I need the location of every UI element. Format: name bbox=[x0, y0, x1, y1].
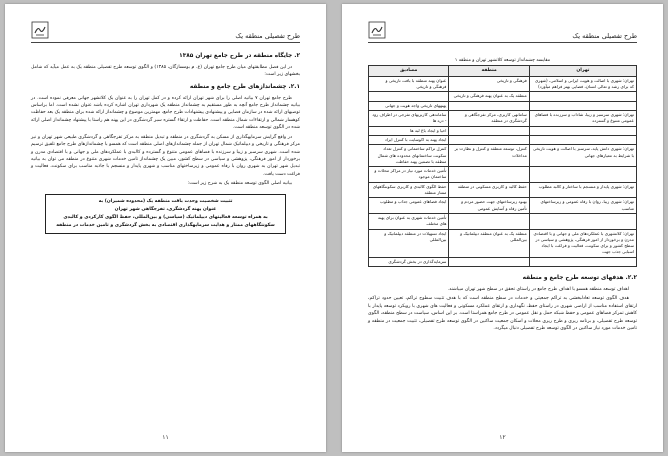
header-title: طرح تفصیلی منطقه یک bbox=[572, 32, 637, 40]
table-cell: حفظ کالبد و کاربری مسکونی در منطقه bbox=[449, 182, 529, 198]
table-cell: ساماندهی کاربریهای تفرجی در اطراف رود - دره ها bbox=[369, 111, 449, 127]
table-cell bbox=[529, 213, 636, 229]
table-row bbox=[369, 76, 637, 92]
table-cell: سامانهی کاربری، مرکز تفرجگاهی و گردشگری در منطقه bbox=[449, 111, 529, 127]
comparison-table bbox=[368, 65, 637, 267]
page-number: ۱۲ bbox=[499, 434, 506, 441]
table-row bbox=[369, 126, 637, 135]
table-cell: پهنههای تاریخی واجد هویت و جهانی bbox=[369, 101, 449, 110]
table-cell: تهران: شهری دانش پایه، سرسبز با اصالت و هویت تاریخی با شرایط به معیارهای جهانی bbox=[529, 145, 636, 167]
table-cell bbox=[529, 135, 636, 144]
table-cell bbox=[529, 126, 636, 135]
table-header-row bbox=[369, 66, 637, 77]
table-cell: تأمین خدمات شهری به عنوان برای پهنه های مختلف bbox=[369, 213, 449, 229]
table-cell: کنترل، توسعه منطقه و کنترل و نظارت بر مداخلات bbox=[449, 145, 529, 167]
table-cell bbox=[449, 213, 529, 229]
table-cell: احیا و ایجاد باغ لبه ها bbox=[369, 126, 449, 135]
table-row bbox=[369, 135, 637, 144]
table-cell bbox=[529, 92, 636, 101]
page-number: ۱۱ bbox=[162, 434, 169, 441]
table-row bbox=[369, 198, 637, 214]
document-page-right bbox=[342, 4, 663, 452]
table-cell: تهران: شهری سرسبز و زیبا، شاداب و سرزنده با فضاهای عمومی متنوع و گسترده bbox=[529, 111, 636, 127]
statement-line: عنوان پهنه گردشگری، تفرجگاهی شهر تهران bbox=[114, 206, 217, 212]
table-cell: بهبود زیرساختهای جهت حضور مردم و تأمین رفاه و آسایش عمومی bbox=[449, 198, 529, 214]
table-cell bbox=[529, 257, 636, 266]
table-cell: منطقه یک به عنوان منطقه دیپلماتیک و بین‌المللی bbox=[449, 229, 529, 257]
table-cell bbox=[449, 135, 529, 144]
paragraph: اهداف توسعه منطقه همسو با اهداف طرح جامع در راستای تحقق در سطح شهر تهران میباشند. bbox=[447, 286, 629, 292]
table-cell: تهران: شهری زیبا، روان با رفاه عمومی و زیرساختهای مناسب bbox=[529, 198, 636, 214]
table-row bbox=[369, 213, 637, 229]
table-row bbox=[369, 145, 637, 167]
page-content bbox=[368, 58, 637, 334]
table-cell: ایجاد تسهیلات در منطقه دیپلماتیک و بین‌المللی bbox=[369, 229, 449, 257]
table-row bbox=[369, 167, 637, 183]
table-cell bbox=[449, 101, 529, 110]
table-cell: تأمین خدمات مورد نیاز در مراکز محلات و ساختمان موجود bbox=[369, 167, 449, 183]
table-row bbox=[369, 111, 637, 127]
paragraph: هدف الگوی توسعه تعادلبخشی به تراکم جمعیتی و خدمات در سطح منطقه است که با هدف تثبیت سطوح تراکم، تعیین حدود تراکم، ارتقای استفاده مناسب از اراضی شهری در راستای حفظ، نگهداری و ارتقای عملکرد مسکونی و فعالیت های شهری با رویکرد توسعه پایدار با کاهش تمرکز فضاهای عمومی و حفظ شبکه حمل و نقل عمومی در طرح جامع همراستا است. بر این اساس، سیاست در سطح منطقه، الگوی توسعه طرح تفصیلی، و برنامه ریزی و طرح ریزی محلات و اسکان جمعیت ساکنین در الگوی توسعه طرح تفصیلی، تثبیت جمعیت در منطقه و تامین خدمات مورد نیاز ساکنین در الگوی توسعه طرح تفصیلی دنبال میگردد. bbox=[368, 296, 637, 332]
table-row bbox=[369, 229, 637, 257]
table-row bbox=[369, 92, 637, 101]
table-cell: ایجاد پهنه به اکوسایت با کنترل ایراد bbox=[369, 135, 449, 144]
table-cell bbox=[449, 167, 529, 183]
header-title: طرح تفصیلی منطقه یک bbox=[235, 32, 300, 40]
table-cell: فرهنگی و تاریخی bbox=[449, 76, 529, 92]
document-page-left bbox=[5, 4, 326, 452]
table-body bbox=[369, 76, 637, 266]
table-cell: منطقه یک به عنوان پهنه فرهنگی و تاریخی bbox=[449, 92, 529, 101]
statement-line: سکونتگاههای ممتاز و هدایت سرمایهگذاری اقتصادی به بخش گردشگری و تامین خدمات در منطقه bbox=[56, 222, 275, 228]
section-intro: در این فصل مطابقتهای میان طرح جامع تهران (ع. م بومسازگان، ۱۳۸۵) و الگوی توسعه طرح تفصیلی منطقه یک به عمل میآید که شامل بخشهای زیر است: bbox=[31, 64, 300, 78]
page-content bbox=[31, 48, 300, 234]
table-cell bbox=[529, 167, 636, 183]
section-heading: ۲.۲. هدفهای توسعه طرح جامع و منطقه bbox=[522, 275, 637, 282]
table-cell: حفظ الگوی کالبدی و کاربری سکونتگاههای ممتاز منطقه bbox=[369, 182, 449, 198]
table-cell: سرمایه‌گذاری در بخش گردشگری bbox=[369, 257, 449, 266]
table-row bbox=[369, 101, 637, 110]
table-cell: کنترل تراکم ساختمانی و کنترل تعداد سکونت ساختمانهای محدوده های شمال منطقه با تضمین پهنه حفاظت bbox=[369, 145, 449, 167]
table-title: مقایسه چشمانداز توسعه کلانشهر تهران و منطقه ۱ bbox=[454, 58, 551, 63]
organization-logo-icon bbox=[31, 21, 49, 39]
section-heading: ۲. جایگاه منطقه در طرح جامع تهران ۱۳۸۵ bbox=[179, 53, 300, 59]
table-cell: تهران: کلانشهری با عملکردهای ملی و جهانی و با اقتصادی مدرن و برخوردار از امور فرهنگی، پژوهشی و سیاسی در سطح کشور و برای سکونت، فعالیت و فراغت با ایجاد اسبابی جذب جهت bbox=[529, 229, 636, 257]
statement-line: به همراه توسعه فعالیتهای دیپلماتیک (سیاسی) و بین‌المللی، حفظ الگوی کارکردی و کالبدی bbox=[63, 214, 268, 220]
table-cell bbox=[369, 92, 449, 101]
table-cell: تهران: شهری با اصالت و هویت ایرانی و اسلامی، (شهری که برای رشد و تعالی انسان، فضایی بهتر فراهم میآورد) bbox=[529, 76, 636, 92]
table-cell bbox=[529, 101, 636, 110]
column-header: تهران bbox=[529, 66, 636, 77]
page-header bbox=[31, 20, 300, 43]
organization-logo-icon bbox=[368, 21, 386, 39]
table-row bbox=[369, 257, 637, 266]
paragraph: در واقع گرایش سرمایهگذاری از مسکن به گردشگری در منطقه و تبدیل منطقه به مرکز تفرجگاهی و گردشگری طبیعی شهر تهران و نیز مرکز فرهنگی و تاریخی و دیپلماتیک شمال تهران از جمله چشماندازهای اصلی منطقه است که همسو با چشماندازهای طرح جامع تلفیق ترسیم شده است. شهری سرسبز و زیبا و سرزنده با فضاهای عمومی متنوع و گسترده و کالبدی با عملکردهای ملی و جهانی و با اقتصادی مدرن و برخوردار از امور فرهنگی، پژوهشی و سیاسی در سطح کشور، مبین یک چشمانداز تامین خدمات شهری متنوع در منطقه می توان به بیانیه تبدیل شهر تهران به شهری روان با رفاه عمومی و زیرساختهای مناسب و شهری پایدار و منسجم با جاذبه مناسب برای سکونت، فعالیت و فراغت دست یافت. bbox=[31, 134, 300, 177]
statement-line: تثبیت شخصیت وحدت بافت منطقه یک (محدوده شمیران) به bbox=[98, 198, 233, 204]
page-header bbox=[368, 20, 637, 43]
subsection-heading: ۲.۱. چشماندازهای طرح جامع و منطقه bbox=[189, 83, 300, 90]
table-cell: تهران: شهری پایدار و منسجم با ساختار و کالبد مطلوب bbox=[529, 182, 636, 198]
table-cell bbox=[449, 257, 529, 266]
table-row bbox=[369, 182, 637, 198]
paragraph: طرح جامع تهران ۷ بیانیه اصلی را برای شهر تهران ارائه کرده و در کمل تهران را به عنوان یک کلانشهر جهانی معرفی نموده است. در بیانیه چشمانداز طرح جامع آنچه به طور مستقیم به چشمانداز منطقه یک شهرداری تهران اشاره کرده باشد عنوان نشده است. اما براساس توصیهای ارائه شده در سازمان فضایی و پیشنهادی پیشنهادات طرح جامع، مهمترین موضوع و چشمانداز ارائه شده برای منطقه یک بعد حفاظت کوهسار شمالی و ارتقاءات شمال منطقه است. حفاظت و ارتقاء گستره سبز گردشگری در این پهنه هم راستا با پیشنهاد چشمانداز اصلی ارائه شده در الگوی توسعه منطقه است. bbox=[31, 95, 300, 131]
table-cell: ایجاد فضاهای عمومی جذاب و مطلوب bbox=[369, 198, 449, 214]
table-cell bbox=[449, 126, 529, 135]
column-header: مصادیق bbox=[369, 66, 449, 77]
table-cell: عنوان پهنه منطقه با بافت تاریخی و فرهنگی و تاریخی bbox=[369, 76, 449, 92]
column-header: منطقه bbox=[449, 66, 529, 77]
paragraph: بیانیه اصلی الگوی توسعه منطقه یک به شرح زیر است: bbox=[187, 181, 292, 187]
vision-statement-box bbox=[45, 194, 286, 234]
